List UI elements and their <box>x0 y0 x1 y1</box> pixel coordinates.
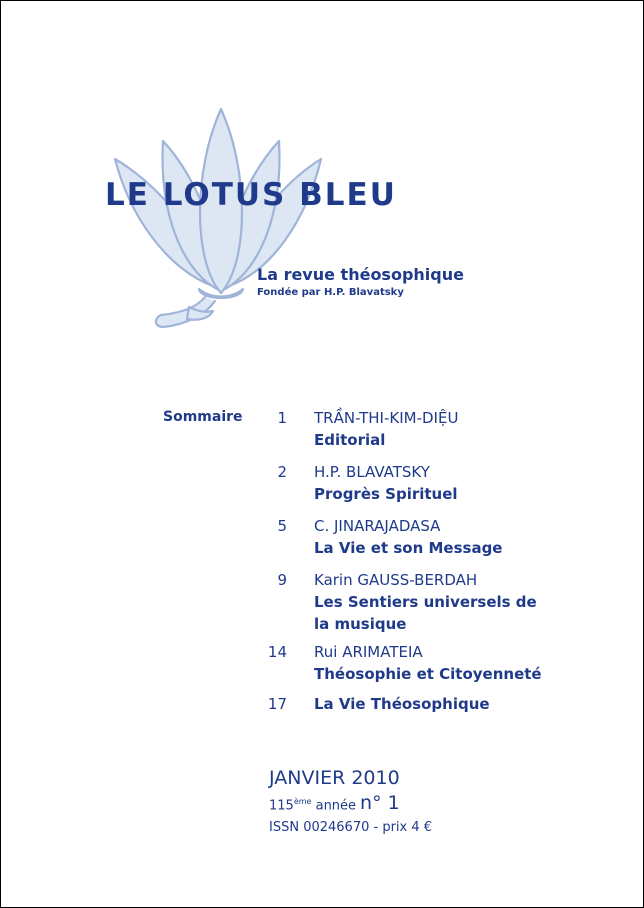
toc-page-number: 2 <box>277 463 287 481</box>
issue-year-suffix: ème <box>293 797 312 806</box>
issue-number: n° 1 <box>360 792 400 815</box>
toc-entry <box>257 515 557 569</box>
toc-page-number: 9 <box>277 571 287 589</box>
magazine-title: LE LOTUS BLEU <box>105 177 397 213</box>
issue-year-label: année <box>311 798 357 814</box>
toc-author: Karin GAUSS-BERDAH <box>314 571 478 589</box>
toc-page-number: 1 <box>277 409 287 427</box>
toc-page-number: 5 <box>277 517 287 535</box>
toc-article-title: Les Sentiers universels de la musique <box>314 593 537 633</box>
toc-author: TRẦN-THI-KIM-DIỆU <box>314 409 459 427</box>
toc-author: C. JINARAJADASA <box>314 517 441 535</box>
toc-article-title: Editorial <box>314 431 386 449</box>
toc-article-title: La Vie et son Message <box>314 539 503 557</box>
toc-page-number: 14 <box>267 643 287 661</box>
toc-entry <box>257 407 557 461</box>
toc-entry <box>257 461 557 515</box>
issue-year-line <box>269 791 432 817</box>
toc-entry <box>257 693 557 719</box>
lotus-flower-icon <box>101 101 341 336</box>
toc-article-title: Théosophie et Citoyenneté <box>314 665 542 683</box>
magazine-subtitle: La revue théosophique <box>257 265 464 284</box>
toc-page-number: 17 <box>267 695 287 713</box>
issn-price: ISSN 00246670 - prix 4 € <box>269 820 433 836</box>
issue-date: JANVIER 2010 <box>269 767 400 789</box>
founder-credit: Fondée par H.P. Blavatsky <box>257 287 404 298</box>
issue-year-number: 115 <box>269 798 294 814</box>
toc-article-title: La Vie Théosophique <box>314 695 490 713</box>
toc-article-title: Progrès Spirituel <box>314 485 458 503</box>
toc-entry <box>257 641 557 693</box>
toc-author: H.P. BLAVATSKY <box>314 463 430 481</box>
issue-info <box>269 765 432 839</box>
table-of-contents-label: Sommaire <box>163 409 243 425</box>
toc-author: Rui ARIMATEIA <box>314 643 423 661</box>
toc-entry <box>257 569 557 641</box>
table-of-contents <box>257 407 557 719</box>
